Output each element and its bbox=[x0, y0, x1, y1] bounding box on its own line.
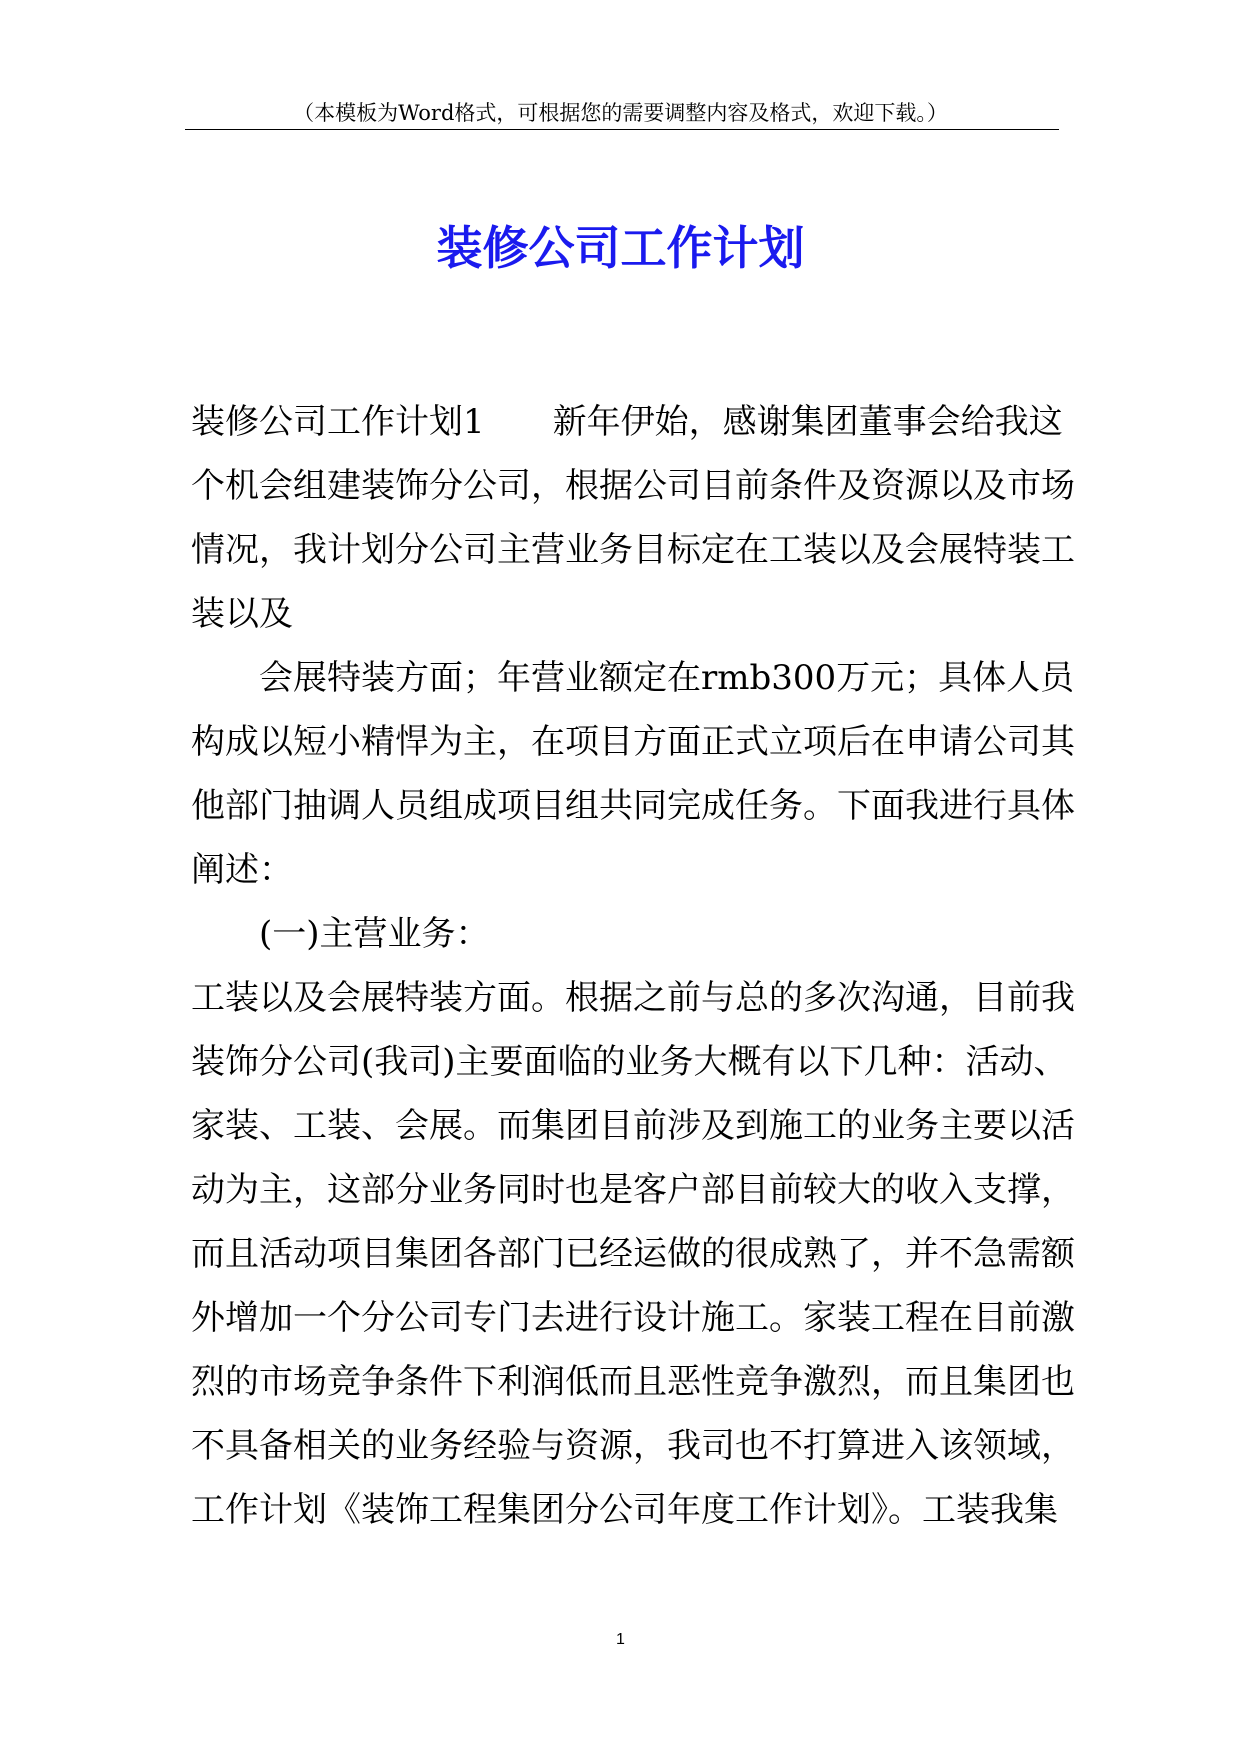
paragraph-line: 他部门抽调人员组成项目组共同完成任务。下面我进行具体 bbox=[191, 786, 1075, 826]
paragraph-line: 动为主，这部分业务同时也是客户部目前较大的收入支撑， bbox=[191, 1170, 1075, 1210]
paragraph-line: 会展特装方面；年营业额定在rmb300万元；具体人员 bbox=[259, 658, 1075, 698]
paragraph-line: 情况，我计划分公司主营业务目标定在工装以及会展特装工 bbox=[191, 530, 1075, 570]
document-title: 装修公司工作计划 bbox=[436, 221, 805, 275]
document-body bbox=[191, 390, 1075, 1542]
paragraph-line: 装以及 bbox=[191, 594, 293, 634]
paragraph-line: 烈的市场竞争条件下利润低而且恶性竞争激烈，而且集团也 bbox=[191, 1362, 1075, 1402]
page-number: 1 bbox=[616, 1631, 625, 1648]
paragraph-line: 而且活动项目集团各部门已经运做的很成熟了，并不急需额 bbox=[191, 1234, 1075, 1274]
paragraph-line: 工装以及会展特装方面。根据之前与总的多次沟通，目前我 bbox=[191, 978, 1075, 1018]
paragraph-line: 家装、工装、会展。而集团目前涉及到施工的业务主要以活 bbox=[191, 1106, 1075, 1146]
paragraph-line: 装饰分公司(我司)主要面临的业务大概有以下几种：活动、 bbox=[191, 1042, 1068, 1082]
paragraph-line: 外增加一个分公司专门去进行设计施工。家装工程在目前激 bbox=[191, 1298, 1075, 1338]
subsection-heading: (一)主营业务： bbox=[259, 914, 490, 954]
paragraph-line: 工作计划《装饰工程集团分公司年度工作计划》。工装我集 bbox=[191, 1490, 1058, 1530]
paragraph-line: 个机会组建装饰分公司，根据公司目前条件及资源以及市场 bbox=[191, 466, 1075, 506]
header-note: （本模板为Word格式，可根据您的需要调整内容及格式，欢迎下载。） bbox=[293, 101, 948, 125]
paragraph-line: 阐述： bbox=[191, 850, 293, 890]
paragraph-line bbox=[191, 390, 1061, 454]
paragraph-line: 构成以短小精悍为主，在项目方面正式立项后在申请公司其 bbox=[191, 722, 1075, 762]
section-heading-inline: 装修公司工作计划1 bbox=[191, 402, 485, 442]
paragraph-line: 不具备相关的业务经验与资源，我司也不打算进入该领域， bbox=[191, 1426, 1075, 1466]
header-divider bbox=[185, 129, 1059, 130]
paragraph-text: 新年伊始，感谢集团董事会给我这 bbox=[552, 402, 1063, 442]
